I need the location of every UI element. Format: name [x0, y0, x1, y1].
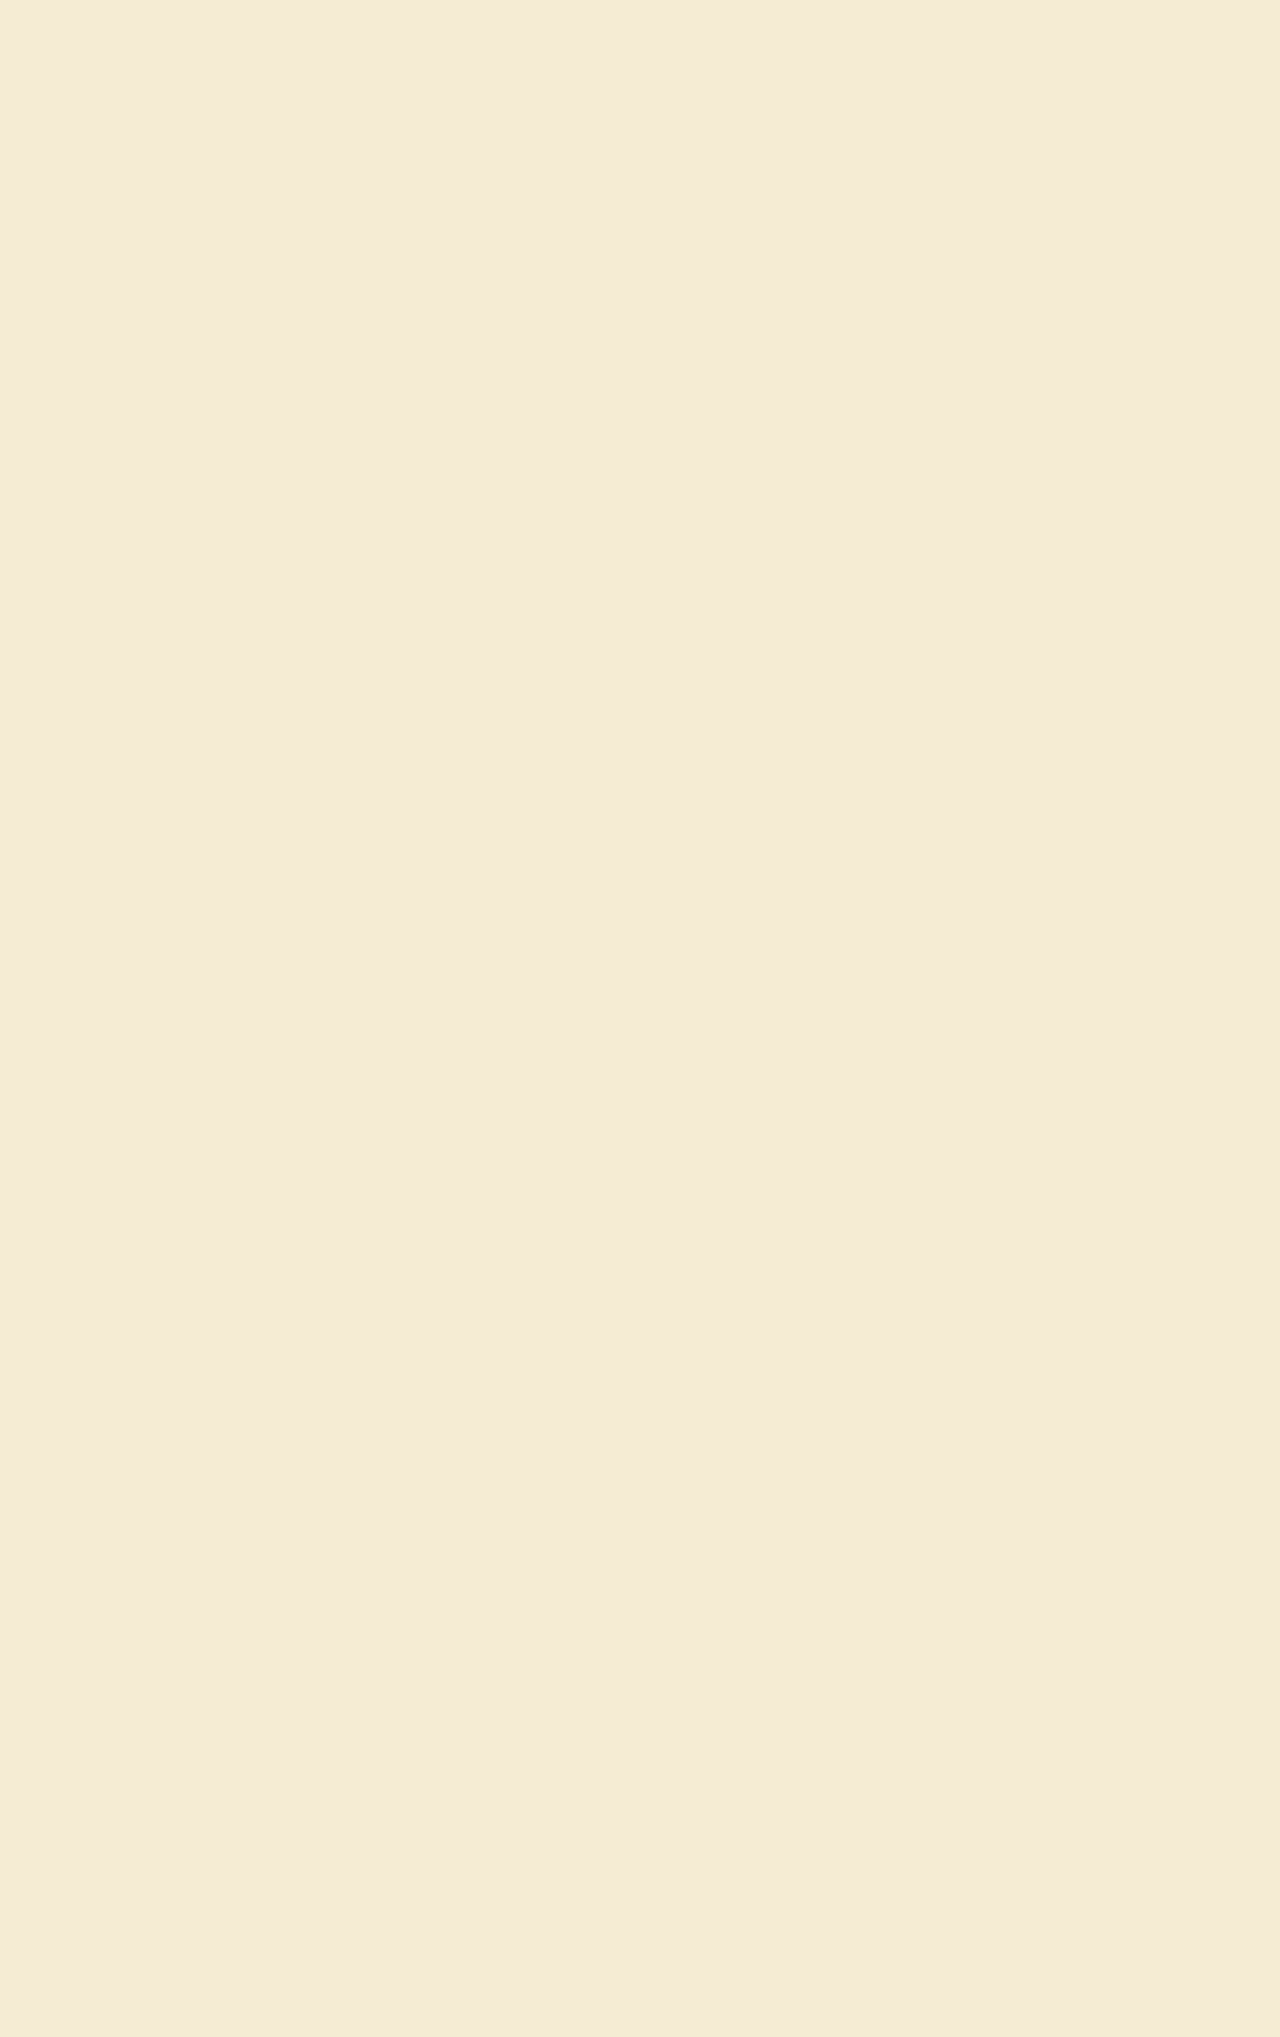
document-page	[114, 112, 1106, 206]
